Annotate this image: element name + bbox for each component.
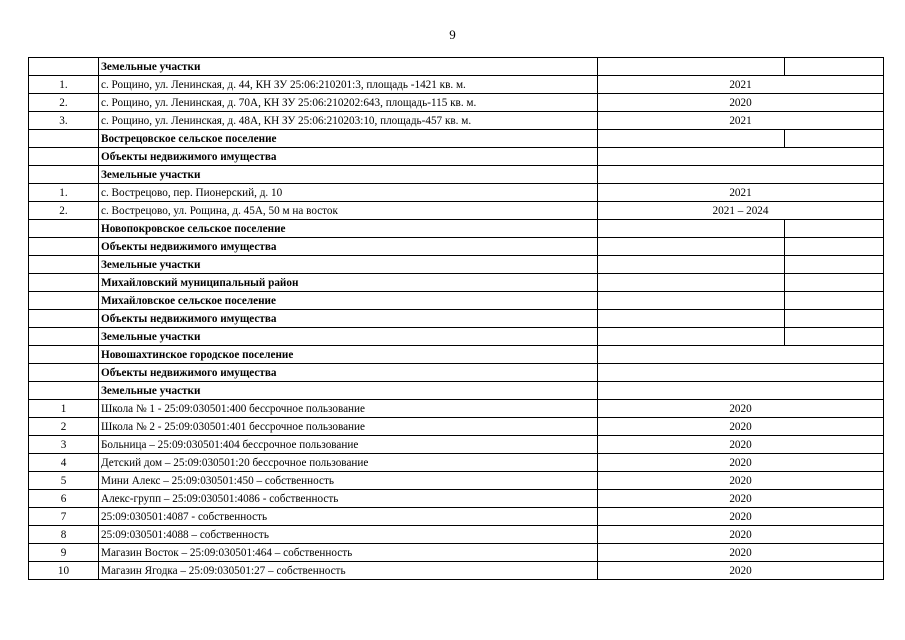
row-number	[29, 238, 99, 256]
row-year: 2020	[598, 544, 884, 562]
table-row	[29, 184, 884, 202]
row-description: Школа № 1 - 25:09:030501:400 бессрочное пользование	[99, 400, 598, 418]
row-year: 2020	[598, 490, 884, 508]
row-number: 3	[29, 436, 99, 454]
row-year	[598, 256, 785, 274]
row-description: Вострецовское сельское поселение	[99, 130, 598, 148]
row-description: с. Рощино, ул. Ленинская, д. 48А, КН ЗУ 25:06:210203:10, площадь-457 кв. м.	[99, 112, 598, 130]
section-header-row	[29, 130, 884, 148]
row-extra-cell	[785, 58, 884, 76]
row-year	[598, 292, 785, 310]
row-number: 5	[29, 472, 99, 490]
section-header-row	[29, 310, 884, 328]
row-year	[598, 382, 884, 400]
row-number: 1	[29, 400, 99, 418]
table-row	[29, 202, 884, 220]
row-description: Объекты недвижимого имущества	[99, 364, 598, 382]
table-row	[29, 562, 884, 580]
row-number: 9	[29, 544, 99, 562]
row-number: 1.	[29, 76, 99, 94]
row-year: 2020	[598, 526, 884, 544]
row-year: 2021 – 2024	[598, 202, 884, 220]
row-number: 4	[29, 454, 99, 472]
row-year	[598, 328, 785, 346]
row-extra-cell	[785, 292, 884, 310]
section-header-row	[29, 148, 884, 166]
row-number	[29, 166, 99, 184]
row-extra-cell	[785, 220, 884, 238]
row-number	[29, 274, 99, 292]
row-description: Земельные участки	[99, 382, 598, 400]
row-year	[598, 310, 785, 328]
section-header-row	[29, 292, 884, 310]
row-year: 2020	[598, 508, 884, 526]
row-description: Земельные участки	[99, 256, 598, 274]
row-description: с. Вострецово, пер. Пионерский, д. 10	[99, 184, 598, 202]
row-extra-cell	[785, 328, 884, 346]
row-number	[29, 382, 99, 400]
table-row	[29, 490, 884, 508]
row-year: 2020	[598, 562, 884, 580]
section-header-row	[29, 382, 884, 400]
section-header-row	[29, 238, 884, 256]
row-extra-cell	[785, 238, 884, 256]
row-number	[29, 346, 99, 364]
row-description: Алекс-групп – 25:09:030501:4086 - собственность	[99, 490, 598, 508]
row-number	[29, 256, 99, 274]
row-description: 25:09:030501:4087 - собственность	[99, 508, 598, 526]
table-row	[29, 544, 884, 562]
row-description: 25:09:030501:4088 – собственность	[99, 526, 598, 544]
row-year: 2021	[598, 112, 884, 130]
table-row	[29, 418, 884, 436]
row-description: с. Вострецово, ул. Рощина, д. 45А, 50 м на восток	[99, 202, 598, 220]
row-description: Больница – 25:09:030501:404 бессрочное пользование	[99, 436, 598, 454]
row-extra-cell	[785, 130, 884, 148]
row-year	[598, 166, 884, 184]
section-header-row	[29, 256, 884, 274]
table-row	[29, 112, 884, 130]
row-number: 2	[29, 418, 99, 436]
row-year: 2021	[598, 184, 884, 202]
row-year: 2020	[598, 418, 884, 436]
table-row	[29, 508, 884, 526]
row-year: 2021	[598, 76, 884, 94]
row-description: Детский дом – 25:09:030501:20 бессрочное пользование	[99, 454, 598, 472]
row-description: Магазин Ягодка – 25:09:030501:27 – собственность	[99, 562, 598, 580]
row-description: Земельные участки	[99, 166, 598, 184]
row-number: 3.	[29, 112, 99, 130]
section-header-row	[29, 166, 884, 184]
row-extra-cell	[785, 256, 884, 274]
row-description: Объекты недвижимого имущества	[99, 238, 598, 256]
row-year: 2020	[598, 454, 884, 472]
row-description: с. Рощино, ул. Ленинская, д. 44, КН ЗУ 25:06:210201:3, площадь -1421 кв. м.	[99, 76, 598, 94]
row-year: 2020	[598, 472, 884, 490]
table-row	[29, 76, 884, 94]
property-table	[28, 57, 884, 580]
row-number	[29, 328, 99, 346]
row-number	[29, 148, 99, 166]
row-number: 6	[29, 490, 99, 508]
row-description: Новопокровское сельское поселение	[99, 220, 598, 238]
row-extra-cell	[785, 310, 884, 328]
table-row	[29, 94, 884, 112]
row-year: 2020	[598, 436, 884, 454]
section-header-row	[29, 58, 884, 76]
row-number: 10	[29, 562, 99, 580]
row-description: Школа № 2 - 25:09:030501:401 бессрочное пользование	[99, 418, 598, 436]
row-number	[29, 130, 99, 148]
row-year	[598, 364, 884, 382]
row-description: Михайловский муниципальный район	[99, 274, 598, 292]
page-number: 9	[449, 27, 456, 42]
row-year	[598, 58, 785, 76]
row-description: Объекты недвижимого имущества	[99, 310, 598, 328]
row-year	[598, 220, 785, 238]
row-number	[29, 292, 99, 310]
row-number	[29, 364, 99, 382]
section-header-row	[29, 220, 884, 238]
row-year	[598, 130, 785, 148]
row-number: 1.	[29, 184, 99, 202]
row-extra-cell	[785, 274, 884, 292]
row-year: 2020	[598, 94, 884, 112]
section-header-row	[29, 328, 884, 346]
row-year	[598, 148, 884, 166]
row-number	[29, 220, 99, 238]
row-year	[598, 346, 884, 364]
table-row	[29, 400, 884, 418]
row-description: Земельные участки	[99, 328, 598, 346]
row-number: 8	[29, 526, 99, 544]
property-table-body	[29, 58, 884, 580]
row-number	[29, 58, 99, 76]
table-row	[29, 436, 884, 454]
row-description: Мини Алекс – 25:09:030501:450 – собственность	[99, 472, 598, 490]
row-year	[598, 274, 785, 292]
section-header-row	[29, 364, 884, 382]
row-description: Объекты недвижимого имущества	[99, 148, 598, 166]
table-row	[29, 454, 884, 472]
row-description: Новошахтинское городское поселение	[99, 346, 598, 364]
row-description: с. Рощино, ул. Ленинская, д. 70А, КН ЗУ 25:06:210202:643, площадь-115 кв. м.	[99, 94, 598, 112]
section-header-row	[29, 346, 884, 364]
table-row	[29, 526, 884, 544]
row-description: Земельные участки	[99, 58, 598, 76]
row-number: 2.	[29, 202, 99, 220]
row-year: 2020	[598, 400, 884, 418]
row-year	[598, 238, 785, 256]
row-number	[29, 310, 99, 328]
row-description: Михайловское сельское поселение	[99, 292, 598, 310]
table-row	[29, 472, 884, 490]
row-number: 2.	[29, 94, 99, 112]
row-description: Магазин Восток – 25:09:030501:464 – собственность	[99, 544, 598, 562]
section-header-row	[29, 274, 884, 292]
row-number: 7	[29, 508, 99, 526]
